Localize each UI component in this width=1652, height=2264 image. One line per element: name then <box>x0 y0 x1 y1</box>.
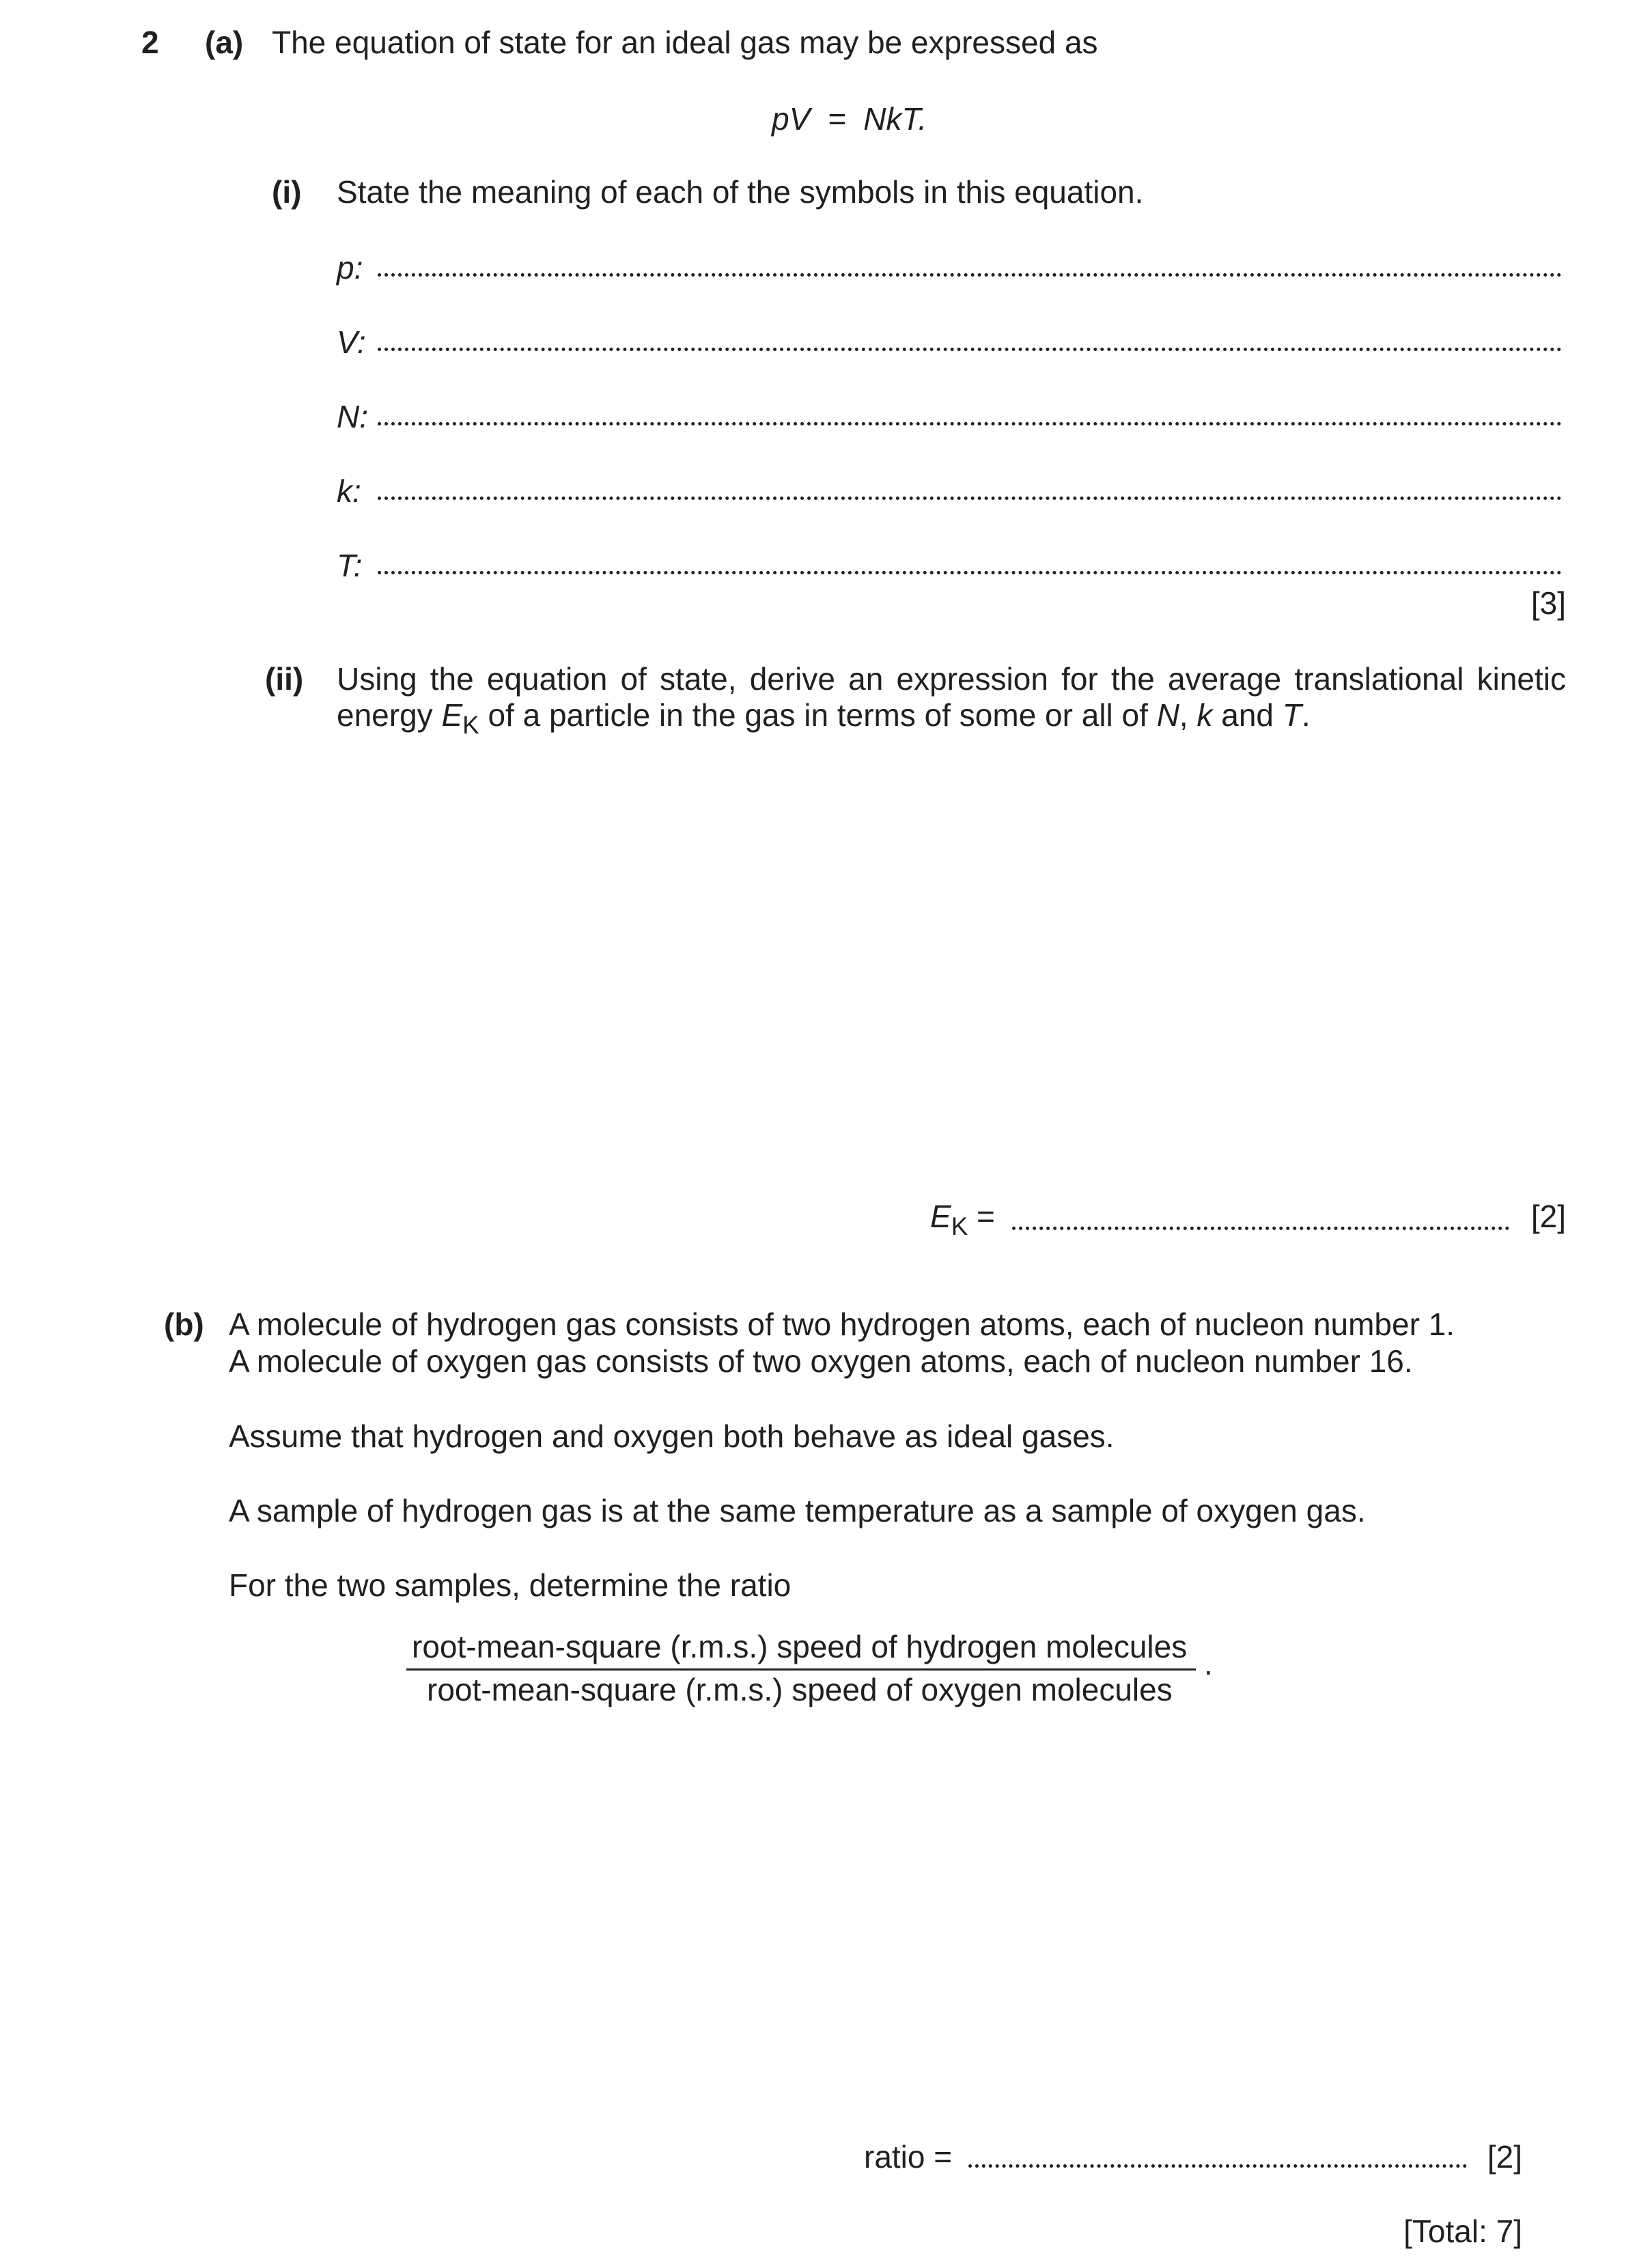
part-a-label: (a) <box>205 25 244 60</box>
ideal-gas-equation: pV = NkT. <box>772 101 927 137</box>
part-a-intro: The equation of state for an ideal gas may be expressed as <box>272 25 1098 60</box>
part-b-line5: For the two samples, determine the ratio <box>229 1567 792 1603</box>
answer-line-t[interactable] <box>378 571 1562 574</box>
sub-i-label: (i) <box>272 174 302 210</box>
symbol-v-label: V: <box>337 324 366 360</box>
ek-answer-label: $E_K$ = <box>930 1199 995 1241</box>
part-b-line2: A molecule of oxygen gas consists of two oxygen atoms, each of nucleon number 16. <box>229 1343 1413 1379</box>
ratio-answer-line[interactable] <box>968 2164 1467 2168</box>
total-marks: [Total: 7] <box>1403 2213 1522 2249</box>
part-b-line3: Assume that hydrogen and oxygen both behave as ideal gases. <box>229 1419 1115 1454</box>
ek-answer-line[interactable] <box>1012 1227 1509 1230</box>
part-b-line1: A molecule of hydrogen gas consists of two hydrogen atoms, each of nucleon number 1. <box>229 1306 1455 1342</box>
ek-symbol: E <box>441 697 463 733</box>
sub-ii-label: (ii) <box>265 661 304 697</box>
sub-i-prompt: State the meaning of each of the symbols in this equation. <box>337 174 1144 210</box>
sub-ii-marks: [2] <box>1530 1199 1566 1234</box>
ratio-answer-label: ratio = <box>864 2139 953 2175</box>
sub-ii-line1: Using the equation of state, derive an expression for the average translational kinetic <box>337 661 1566 697</box>
fraction-end-period: . <box>1204 1646 1213 1681</box>
fraction-numerator: root-mean-square (r.m.s.) speed of hydrogen molecules <box>412 1629 1188 1664</box>
symbol-k-label: k: <box>337 473 361 509</box>
answer-line-p[interactable] <box>378 273 1562 277</box>
fraction-bar <box>406 1668 1196 1671</box>
part-b-line4: A sample of hydrogen gas is at the same temperature as a sample of oxygen gas. <box>229 1493 1366 1528</box>
answer-line-v[interactable] <box>378 348 1562 351</box>
fraction-denominator: root-mean-square (r.m.s.) speed of oxygen molecules <box>427 1672 1173 1707</box>
symbol-p-label: p: <box>337 250 363 285</box>
sub-ii-line2: energy $E_K$ of a particle in the gas in terms of some or all of N, k and T. <box>337 697 1311 740</box>
ek-subscript: K <box>462 711 479 740</box>
part-b-label: (b) <box>164 1306 204 1342</box>
question-number: 2 <box>141 25 159 60</box>
sub-i-marks: [3] <box>1530 585 1566 621</box>
part-b-marks: [2] <box>1487 2139 1522 2175</box>
symbol-t-label: T: <box>337 548 363 583</box>
answer-line-k[interactable] <box>378 497 1562 500</box>
symbol-n-label: N: <box>337 399 368 434</box>
answer-line-n[interactable] <box>378 422 1562 425</box>
